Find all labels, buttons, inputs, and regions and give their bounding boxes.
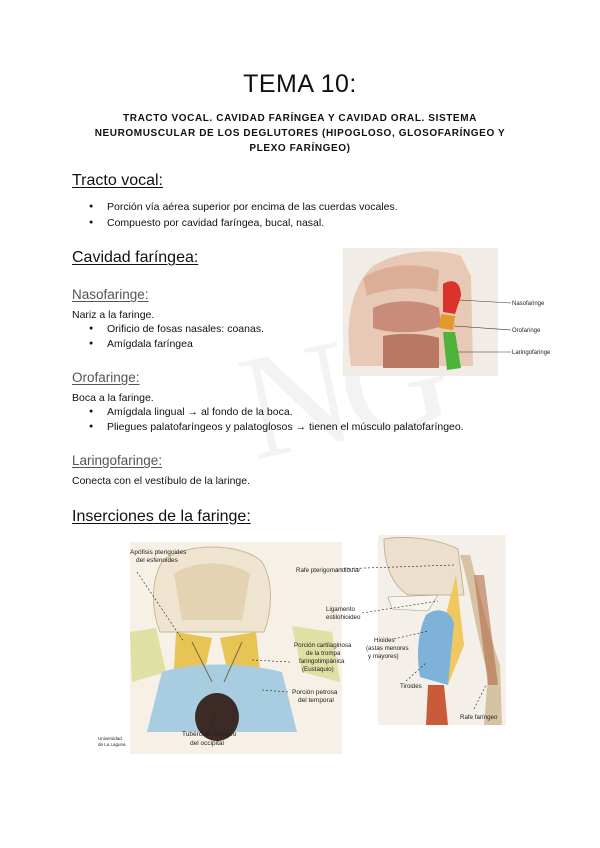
heading-inserciones: Inserciones de la faringe: <box>72 508 251 525</box>
label-laringofaringe: Laringofaringe <box>512 350 551 356</box>
text-orofaringe: Boca a la faringe. <box>72 392 154 404</box>
label-nasofaringe: Nasofaringe <box>512 301 545 307</box>
subtitle-line: NEUROMUSCULAR DE LOS DEGLUTORES (HIPOGLOSO, GLOSOFARÍNGEO Y <box>94 128 506 139</box>
subtitle-line: TRACTO VOCAL. CAVIDAD FARÍNGEA Y CAVIDAD ORAL. SISTEMA <box>123 113 477 124</box>
label-porcion-cartilaginosa: de la trompa <box>306 650 341 657</box>
label-apofisis: Apófisis pterigoides <box>130 549 187 556</box>
heading-orofaringe: Orofaringe: <box>72 370 140 385</box>
label-rafe-faringeo: Rafe faríngeo <box>460 714 498 721</box>
text-laringofaringe: Conecta con el vestíbulo de la laringe. <box>72 475 251 487</box>
heading-nasofaringe: Nasofaringe: <box>72 287 149 302</box>
label-hioides: (astas menores <box>366 645 409 652</box>
heading-laringofaringe: Laringofaringe: <box>72 453 163 468</box>
list-item: ● Amígdala faríngea <box>90 338 176 350</box>
label-orofaringe: Orofaringe <box>512 328 541 334</box>
pharynx-figure <box>343 248 565 376</box>
subtitle-line: PLEXO FARÍNGEO) <box>249 143 351 154</box>
list-item: ● Pliegues palatofaríngeos y palatoglosos → tienen el músculo palatofaríngeo. <box>90 421 447 433</box>
label-tiroides: Tiroides <box>400 683 422 690</box>
list-item: ● Compuesto por cavidad faríngea, bucal, nasal. <box>90 217 307 229</box>
label-ligamento: estilohioideo <box>326 614 361 621</box>
label-porcion-petrosa: Porción petrosa <box>292 689 338 696</box>
text-nasofaringe: Nariz a la faringe. <box>72 309 155 321</box>
page-title: TEMA 10: <box>243 70 357 98</box>
list-item: ● Orificio de fosas nasales: coanas. <box>90 323 247 335</box>
heading-tracto-vocal: Tracto vocal: <box>72 172 163 189</box>
label-ligamento: Ligamento <box>326 606 355 613</box>
label-hioides: Hioides <box>374 637 395 644</box>
label-apofisis: del esfenoides <box>136 557 178 564</box>
university-mark: de La Laguna <box>98 742 126 747</box>
label-tuberculo: Tubérculo faríngeo <box>182 731 237 738</box>
pharynx-lateral-figure <box>288 535 506 725</box>
label-porcion-cartilaginosa: Porción cartilaginosa <box>294 642 352 649</box>
university-mark: Universidad <box>98 736 122 741</box>
label-rafe-pterigomandibular: Rafe pterigomandibular <box>296 567 361 574</box>
orofaringe-region <box>439 314 455 330</box>
heading-cavidad-faringea: Cavidad faríngea: <box>72 249 199 266</box>
label-hioides: y mayores) <box>368 653 399 660</box>
label-porcion-cartilaginosa: (Eustaquio) <box>302 666 334 673</box>
label-porcion-cartilaginosa: faringotimpánica <box>299 658 345 665</box>
list-item: ● Amígdala lingual → al fondo de la boca. <box>90 406 276 418</box>
page-subtitle <box>80 111 520 156</box>
list-item: ● Porción vía aérea superior por encima de las cuerdas vocales. <box>90 201 381 213</box>
label-tuberculo: del occipital <box>190 740 224 747</box>
label-porcion-petrosa: del temporal <box>298 697 334 704</box>
